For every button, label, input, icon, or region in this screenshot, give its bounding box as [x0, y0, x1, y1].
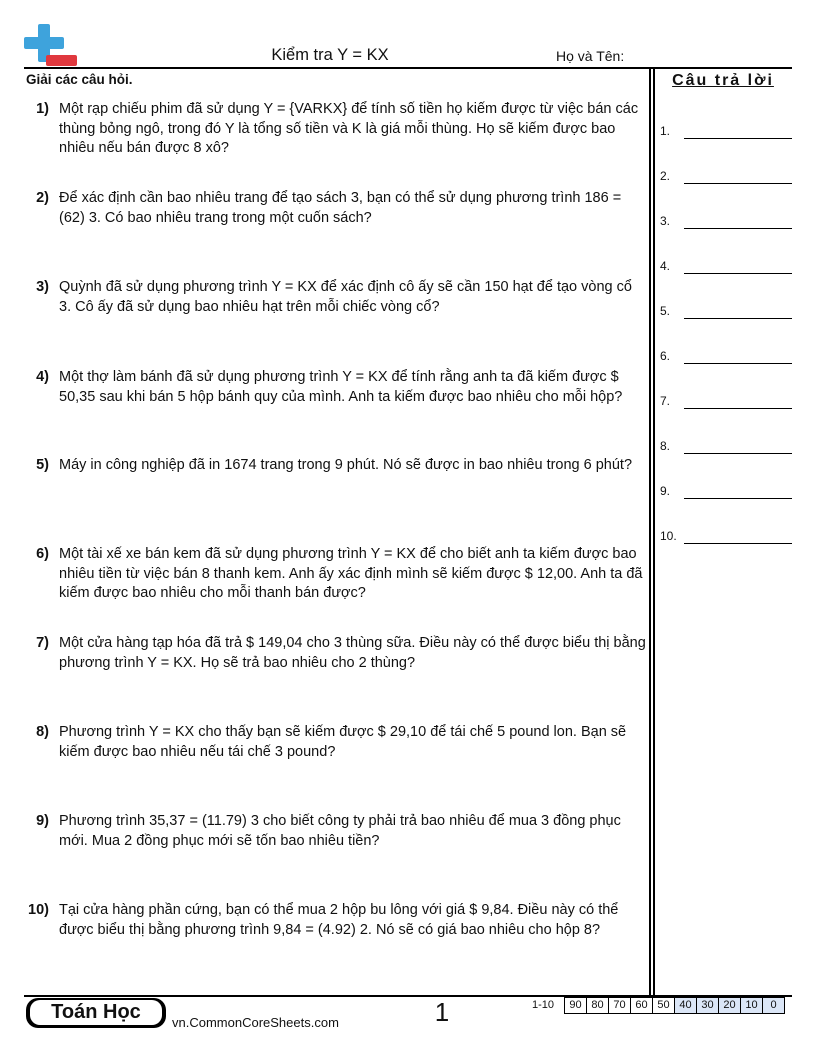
answer-number: 4.	[660, 259, 671, 273]
question-2	[24, 189, 646, 228]
answer-number: 5.	[660, 304, 671, 318]
answer-number: 6.	[660, 349, 671, 363]
answer-line-2[interactable]	[660, 164, 792, 184]
answer-underline	[684, 228, 792, 229]
question-number: 4)	[36, 369, 49, 385]
instructions: Giải các câu hỏi.	[26, 72, 133, 87]
answer-line-1[interactable]	[660, 119, 792, 139]
answer-number: 1.	[660, 124, 671, 138]
question-text: Phương trình Y = KX cho thấy bạn sẽ kiếm được $ 29,10 để tái chế 5 pound lon. Bạn sẽ kiếm được bao nhiêu nếu tái chế 3 pound?	[59, 724, 627, 760]
score-table	[564, 997, 785, 1014]
answer-underline	[684, 543, 792, 544]
score-cell: 10	[741, 998, 763, 1013]
question-text: Máy in công nghiệp đã in 1674 trang trong 9 phút. Nó sẽ được in bao nhiêu trong 6 phút?	[59, 457, 633, 473]
question-number: 3)	[36, 279, 49, 295]
answer-underline	[684, 183, 792, 184]
question-text: Một tài xế xe bán kem đã sử dụng phương trình Y = KX để cho biết anh ta kiếm được bao nhiêu tiền từ việc bán 8 thanh kem. Anh ấy xác định mình sẽ kiếm được $ 12,00. Anh ta đã kiếm được bao nhiêu cho mỗi thanh bán được?	[59, 546, 643, 601]
answer-number: 8.	[660, 439, 671, 453]
answer-number: 2.	[660, 169, 671, 183]
question-text: Tại cửa hàng phần cứng, bạn có thể mua 2 hộp bu lông với giá $ 9,84. Điều này có thể được biểu thị bằng phương trình 9,84 = (4.92) 2. Nó sẽ có giá bao nhiêu cho hộp 8?	[59, 902, 619, 938]
question-text: Quỳnh đã sử dụng phương trình Y = KX để xác định cô ấy sẽ cần 150 hạt để tạo vòng cổ 3. Cô ấy đã sử dụng bao nhiêu hạt trên mỗi chiếc vòng cổ?	[59, 279, 632, 315]
answer-line-3[interactable]	[660, 209, 792, 229]
site-url: vn.CommonCoreSheets.com	[172, 1015, 339, 1030]
answer-line-7[interactable]	[660, 389, 792, 409]
question-number: 9)	[36, 813, 49, 829]
answer-underline	[684, 363, 792, 364]
column-divider-left	[649, 69, 651, 995]
question-8	[24, 723, 646, 762]
answer-underline	[684, 408, 792, 409]
question-number: 10)	[28, 902, 49, 918]
score-range-label: 1-10	[532, 999, 555, 1011]
score-cell: 30	[697, 998, 719, 1013]
answer-underline	[684, 138, 792, 139]
question-text: Để xác định cần bao nhiêu trang để tạo sách 3, bạn có thể sử dụng phương trình 186 = (62) 3. Có bao nhiêu trang trong một cuốn sách?	[59, 190, 622, 226]
answers-title: Câu trả lời	[672, 72, 774, 89]
header-rule	[24, 67, 792, 69]
question-number: 7)	[36, 635, 49, 651]
question-number: 1)	[36, 101, 49, 117]
column-divider-right	[653, 69, 655, 995]
question-5	[24, 456, 646, 476]
page-title: Kiểm tra Y = KX	[271, 46, 389, 64]
plus-minus-logo-icon	[24, 24, 78, 68]
question-3	[24, 278, 646, 317]
question-text: Một cửa hàng tạp hóa đã trả $ 149,04 cho 3 thùng sữa. Điều này có thể được biểu thị bằng phương trình Y = KX. Họ sẽ trả bao nhiêu cho 2 thùng?	[59, 635, 646, 671]
question-9	[24, 812, 646, 851]
question-text: Một thợ làm bánh đã sử dụng phương trình Y = KX để tính rằng anh ta đã kiếm được $ 50,35 sau khi bán 5 hộp bánh quy của mình. Anh ta kiếm được bao nhiêu cho mỗi hộp?	[59, 369, 623, 405]
answer-number: 3.	[660, 214, 671, 228]
answer-line-8[interactable]	[660, 434, 792, 454]
answer-underline	[684, 318, 792, 319]
answer-underline	[684, 453, 792, 454]
brand-badge	[26, 998, 166, 1028]
score-cell: 0	[763, 998, 784, 1013]
score-cell: 50	[653, 998, 675, 1013]
question-6	[24, 545, 646, 604]
question-text: Phương trình 35,37 = (11.79) 3 cho biết công ty phải trả bao nhiêu để mua 3 đồng phục mới. Mua 2 đồng phục mới sẽ tốn bao nhiêu tiền?	[59, 813, 621, 849]
answer-line-4[interactable]	[660, 254, 792, 274]
answer-line-9[interactable]	[660, 479, 792, 499]
question-10	[24, 901, 646, 940]
question-number: 8)	[36, 724, 49, 740]
name-label: Họ và Tên:	[556, 48, 625, 64]
question-number: 2)	[36, 190, 49, 206]
answer-number: 10.	[660, 529, 677, 543]
answer-line-5[interactable]	[660, 299, 792, 319]
score-cell: 20	[719, 998, 741, 1013]
answer-underline	[684, 498, 792, 499]
question-4	[24, 368, 646, 407]
score-cell: 40	[675, 998, 697, 1013]
score-cell: 60	[631, 998, 653, 1013]
page-number: 1	[434, 997, 450, 1027]
question-number: 6)	[36, 546, 49, 562]
brand-label: Toán Học	[30, 1000, 162, 1025]
question-7	[24, 634, 646, 673]
score-cell: 80	[587, 998, 609, 1013]
score-cell: 90	[565, 998, 587, 1013]
question-number: 5)	[36, 457, 49, 473]
question-1	[24, 100, 646, 159]
answer-line-10[interactable]	[660, 524, 792, 544]
question-text: Một rạp chiếu phim đã sử dụng Y = {VARKX} để tính số tiền họ kiếm được từ việc bán các thùng bỏng ngô, trong đó Y là tổng số tiền và K là giá mỗi thùng. Họ sẽ kiếm được bao nhiêu nếu bán được 8 xô?	[59, 101, 639, 156]
answer-underline	[684, 273, 792, 274]
score-cell: 70	[609, 998, 631, 1013]
answer-number: 7.	[660, 394, 671, 408]
answer-number: 9.	[660, 484, 671, 498]
answer-line-6[interactable]	[660, 344, 792, 364]
